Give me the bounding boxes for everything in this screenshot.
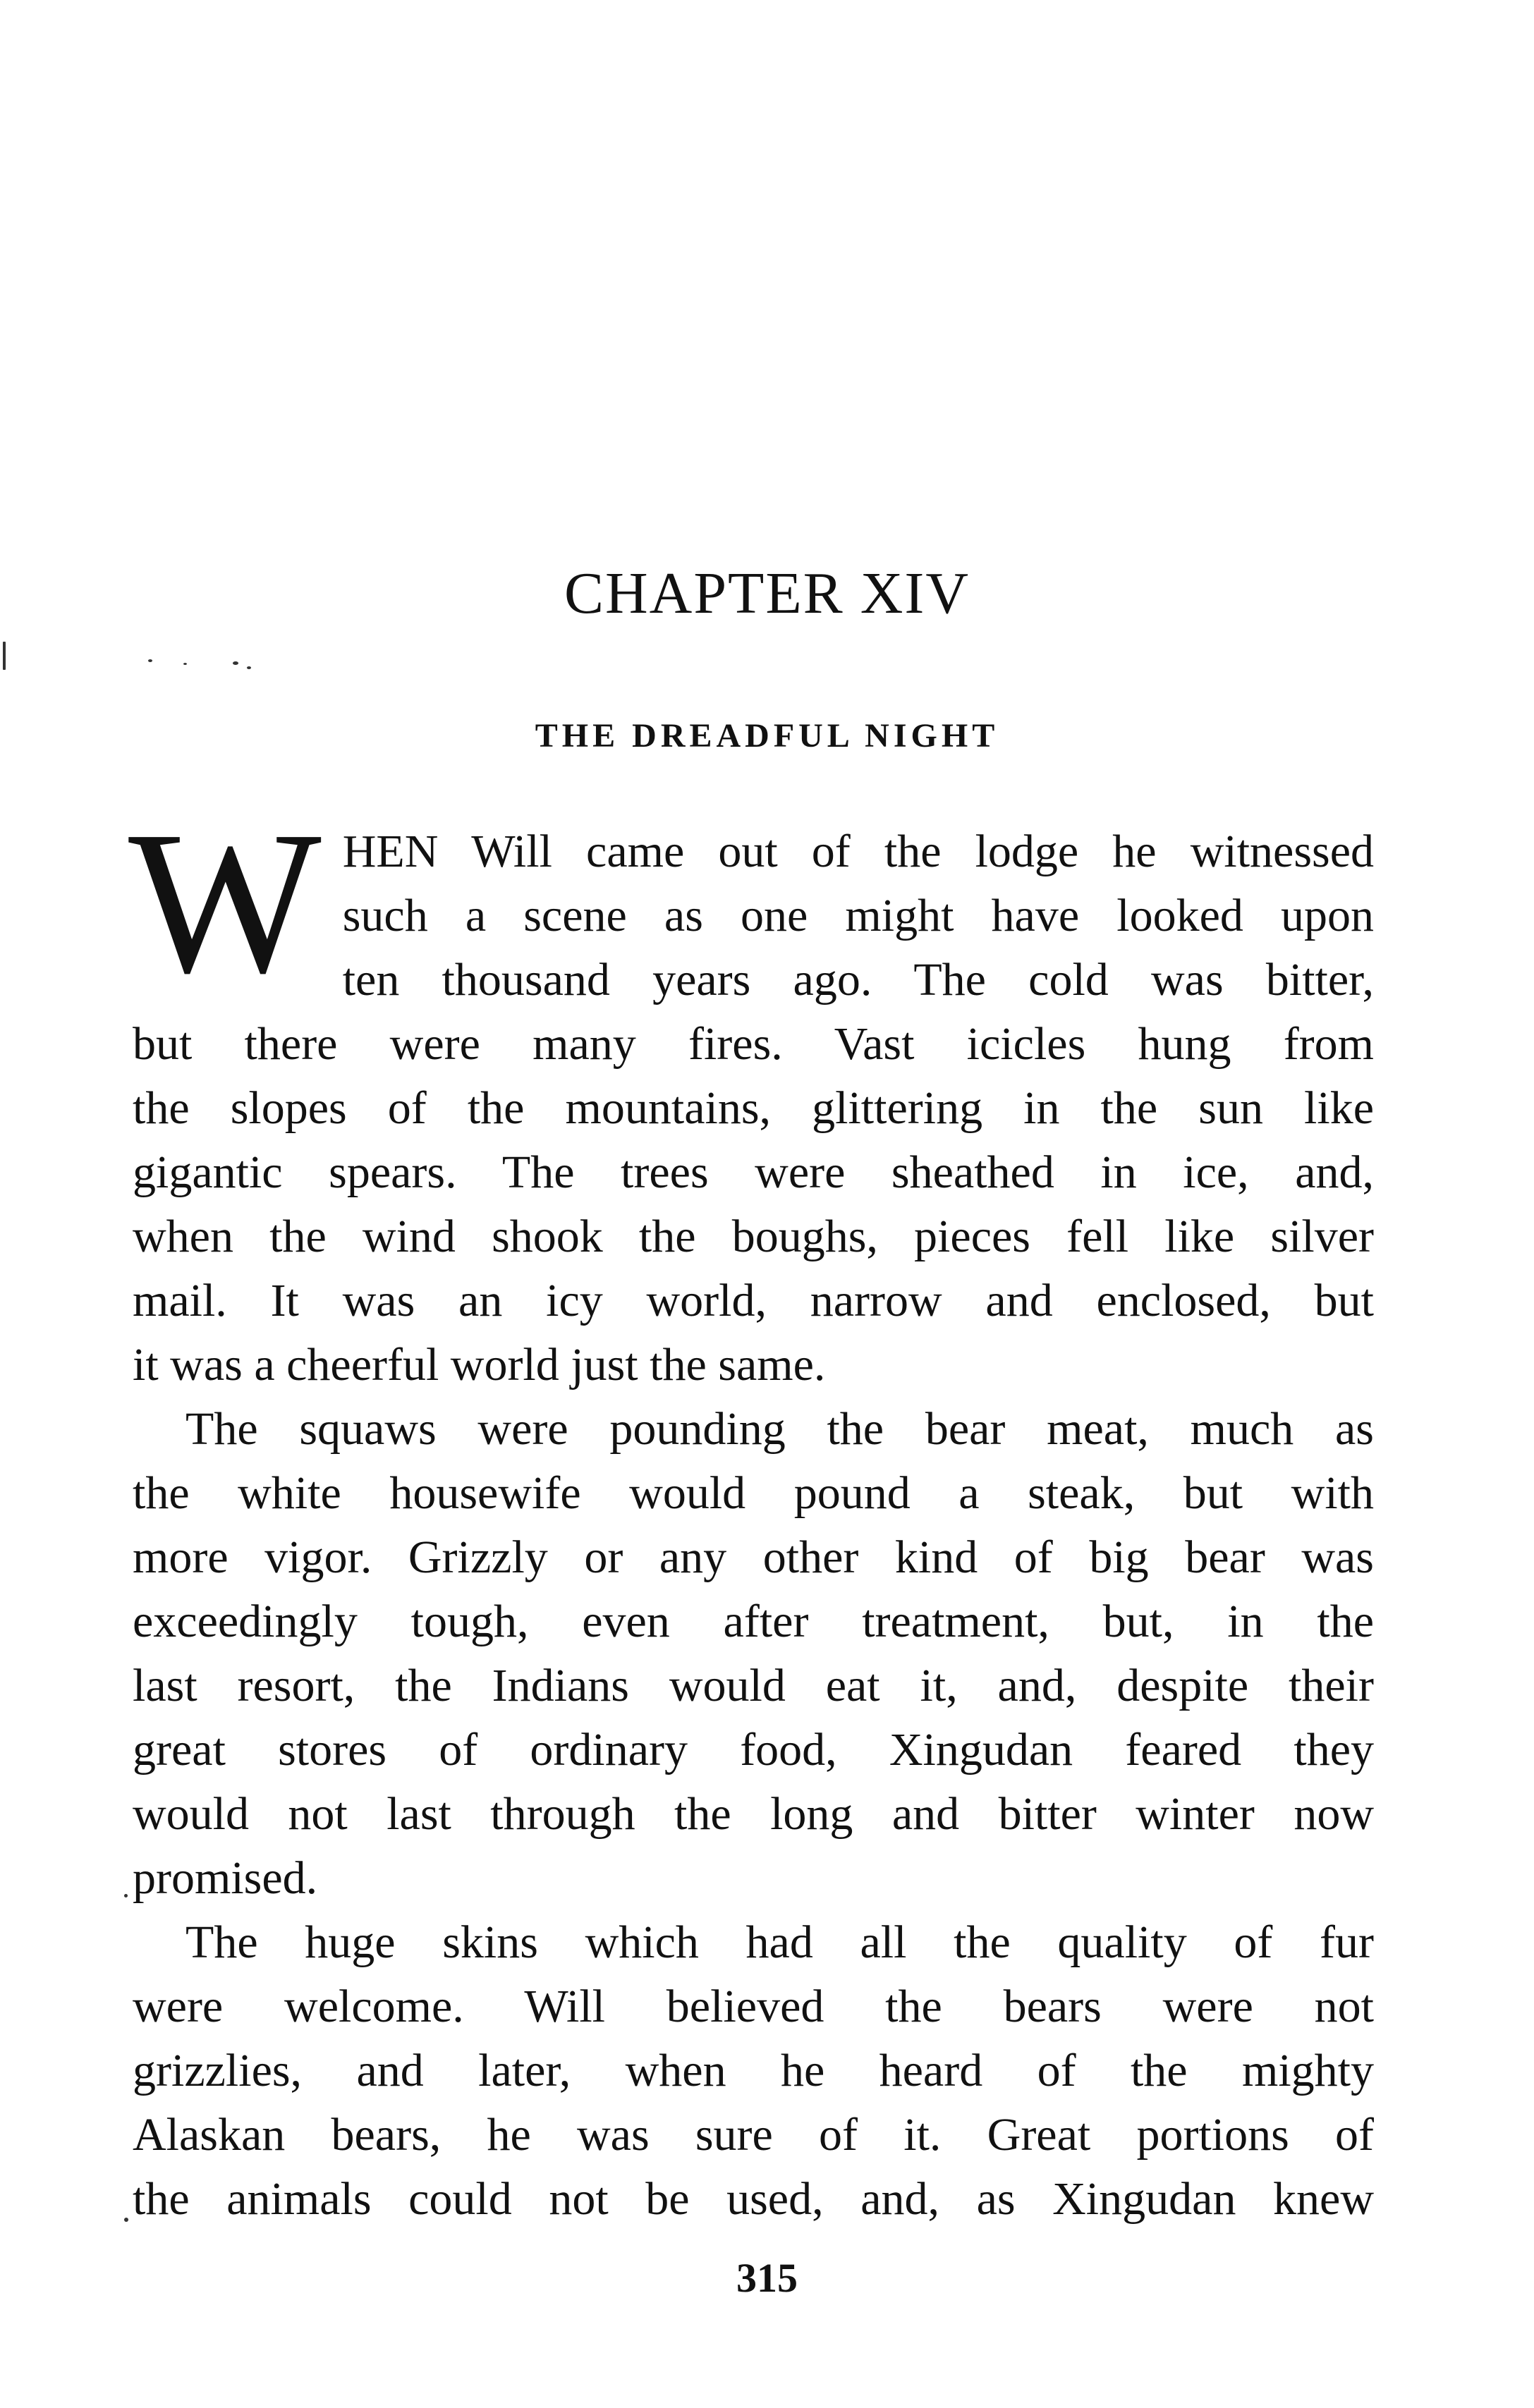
drop-cap: W <box>128 789 322 1015</box>
scan-speck <box>148 659 152 662</box>
paragraph-3 <box>133 1910 1374 2231</box>
paragraph-line: but there were many fires. Vast icicles hung from <box>133 1018 1374 1070</box>
paragraph-line: would not last through the long and bitter winter now <box>133 1788 1374 1840</box>
scan-speck <box>124 2218 128 2222</box>
paragraph-line: promised. <box>133 1852 318 1904</box>
paragraph-line: last resort, the Indians would eat it, and, despite their <box>133 1660 1374 1711</box>
paragraph-line: The huge skins which had all the quality of fur <box>185 1917 1374 1968</box>
paragraph-line: Alaskan bears, he was sure of it. Great portions of <box>133 2109 1374 2161</box>
paragraph-line: such a scene as one might have looked upon <box>342 890 1374 941</box>
paragraph-2 <box>133 1397 1374 1910</box>
paragraph-line: HEN Will came out of the lodge he witnessed <box>342 826 1374 877</box>
paragraph-line: grizzlies, and later, when he heard of the mighty <box>133 2045 1374 2096</box>
paragraph-line: mail. It was an icy world, narrow and enclosed, but <box>133 1275 1374 1326</box>
paragraph-1 <box>128 789 1374 1397</box>
paragraph-line: the animals could not be used, and, as Xingudan knew <box>133 2173 1374 2225</box>
scan-speck <box>183 663 187 665</box>
paragraph-line: great stores of ordinary food, Xingudan feared they <box>133 1724 1374 1776</box>
scan-speck <box>247 666 251 669</box>
paragraph-line: the slopes of the mountains, glittering in the sun like <box>133 1082 1374 1134</box>
paragraph-line: The squaws were pounding the bear meat, much as <box>185 1403 1374 1455</box>
page-number: 315 <box>736 2255 798 2301</box>
scan-speck <box>124 1894 128 1897</box>
scan-speck <box>233 661 238 665</box>
chapter-subtitle: THE DREADFUL NIGHT <box>535 717 999 754</box>
paragraph-line: ten thousand years ago. The cold was bitter, <box>342 954 1374 1006</box>
scan-speck <box>3 642 6 670</box>
paragraph-line: more vigor. Grizzly or any other kind of big bear was <box>133 1532 1374 1583</box>
paragraph-line: when the wind shook the boughs, pieces fell like silver <box>133 1211 1374 1262</box>
paragraph-line: it was a cheerful world just the same. <box>133 1339 826 1391</box>
paragraph-line: gigantic spears. The trees were sheathed in ice, and, <box>133 1147 1374 1198</box>
paragraph-line: exceedingly tough, even after treatment, but, in the <box>133 1596 1374 1647</box>
paragraph-line: were welcome. Will believed the bears were not <box>133 1981 1374 2032</box>
paragraph-line: the white housewife would pound a steak, but with <box>133 1467 1374 1519</box>
chapter-title: CHAPTER XIV <box>564 561 970 626</box>
body-text <box>128 789 1374 2231</box>
